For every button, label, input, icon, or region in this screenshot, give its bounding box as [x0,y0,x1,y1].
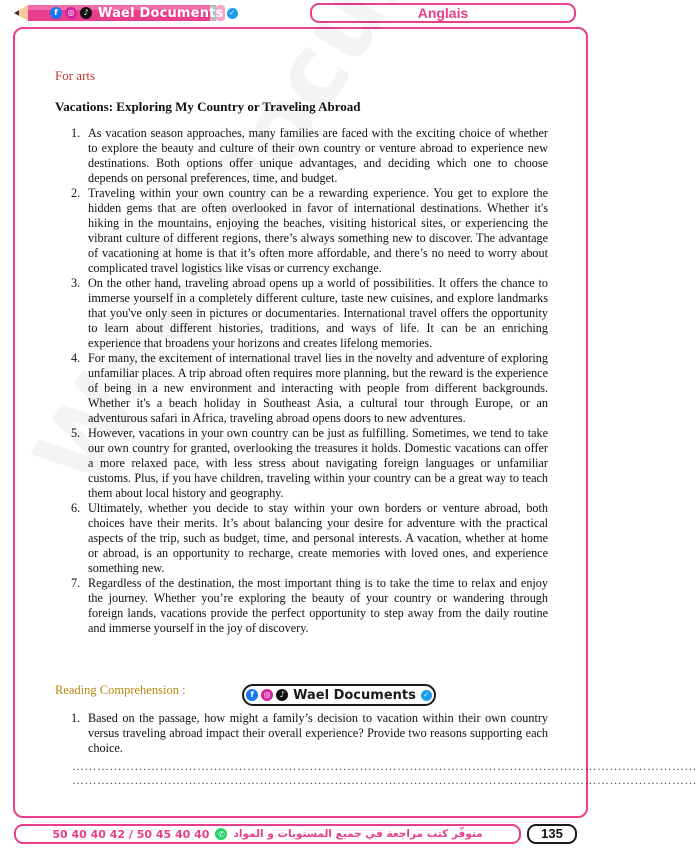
paragraph: 1. As vacation season approaches, many families are faced with the exciting choice of whether to explore the beauty and culture of their own country or venture abroad to experience new destinations. Both options offer unique advantages, and deciding which one to choose depends on personal preferences, time, and budget. [71,126,548,185]
verified-icon: ✓ [227,8,238,19]
footer-banner [14,824,521,844]
answer-line[interactable]: …………………………………………………………………………………………………………………………………… [72,773,697,787]
instagram-icon: ◎ [261,689,273,701]
whatsapp-icon: ✆ [215,828,227,840]
facebook-icon: f [246,689,258,701]
brand-badge [242,684,436,706]
instagram-icon: ◎ [65,7,77,19]
tiktok-icon: ♪ [80,7,92,19]
paragraph: 5. However, vacations in your own country can be just as fulfilling. Sometimes, we tend to take our own country for granted, overlooking the treasures it holds. Domestic vacations can offer a more relaxed pace, with less stress about navigating foreign languages or unfamiliar customs. Plus, if you have children, traveling within your country can be a great way to teach them about local history and geography. [71,426,548,500]
passage [55,126,548,636]
paragraph: 6. Ultimately, whether you decide to stay within your own borders or venture abroad, both choices have their merits. It’s about balancing your desire for adventure with the practical aspects of the trip, such as budget, time, and personal interests. A vacation, whether at home or abroad, is an opportunity to recharge, create memories with loved ones, and experience something new. [71,501,548,575]
subject-label: Anglais [310,3,576,23]
verified-icon: ✓ [421,690,432,701]
facebook-icon: f [50,7,62,19]
paragraph: 7. Regardless of the destination, the most important thing is to take the time to relax and enjoy the journey. Whether you’re exploring the beauty of your country or wandering through foreign lands, vacations provide the perfect opportunity to step away from the daily routine and immerse yourself in the joy of discovery. [71,576,548,635]
page-title: Vacations: Exploring My Country or Traveling Abroad [55,99,361,114]
footer-arabic-text: متوفّر كتب مراجعة في جميع المستويات و المواد [233,828,483,840]
paragraph: 4. For many, the excitement of international travel lies in the novelty and adventure of exploring unfamiliar places. A trip abroad often requires more planning, but the reward is the experience of being in a new environment and interacting with people from different backgrounds. Whether it's a beach holiday in Southeast Asia, a cultural tour through Europe, or an adventurous safari in Africa, traveling abroad opens doors to new adventures. [71,351,548,425]
paragraph: 3. On the other hand, traveling abroad opens up a world of possibilities. It offers the chance to immerse yourself in a completely different culture, taste new cuisines, and explore landmarks that you've only seen in pictures or documentaries. International travel offers the opportunity to learn about different histories, traditions, and ways of life. It can be an enriching experience that broadens your horizons and creates lifelong memories. [71,276,548,350]
brand-name: Wael Documents [98,5,224,21]
tiktok-icon: ♪ [276,689,288,701]
page-number: 135 [527,824,577,844]
question-list [55,711,548,756]
footer-phones: 50 40 40 42 / 50 45 40 40 [52,827,210,841]
paragraph: 2. Traveling within your own country can be a rewarding experience. You get to explore the hidden gems that are often overlooked in favor of international destinations. Whether it's hiking in the mountains, enjoying the beaches, visiting historical sites, or experiencing the vibrant culture of different regions, there’s always something new to discover. The advantage of vacationing at home is that it’s often more affordable, and there’s no need to worry about complicated travel logistics like visas or currency exchange. [71,186,548,275]
question: 1. Based on the passage, how might a family’s decision to vacation within their own country versus traveling abroad impact their overall experience? Provide two reasons supporting each choice. [71,711,548,755]
header-brand [50,4,238,22]
brand-name: Wael Documents [293,687,416,703]
reading-comprehension-label: Reading Comprehension : [55,683,186,697]
section-label: For arts [55,68,96,83]
answer-line[interactable]: …………………………………………………………………………………………………………………………………… [72,759,697,773]
